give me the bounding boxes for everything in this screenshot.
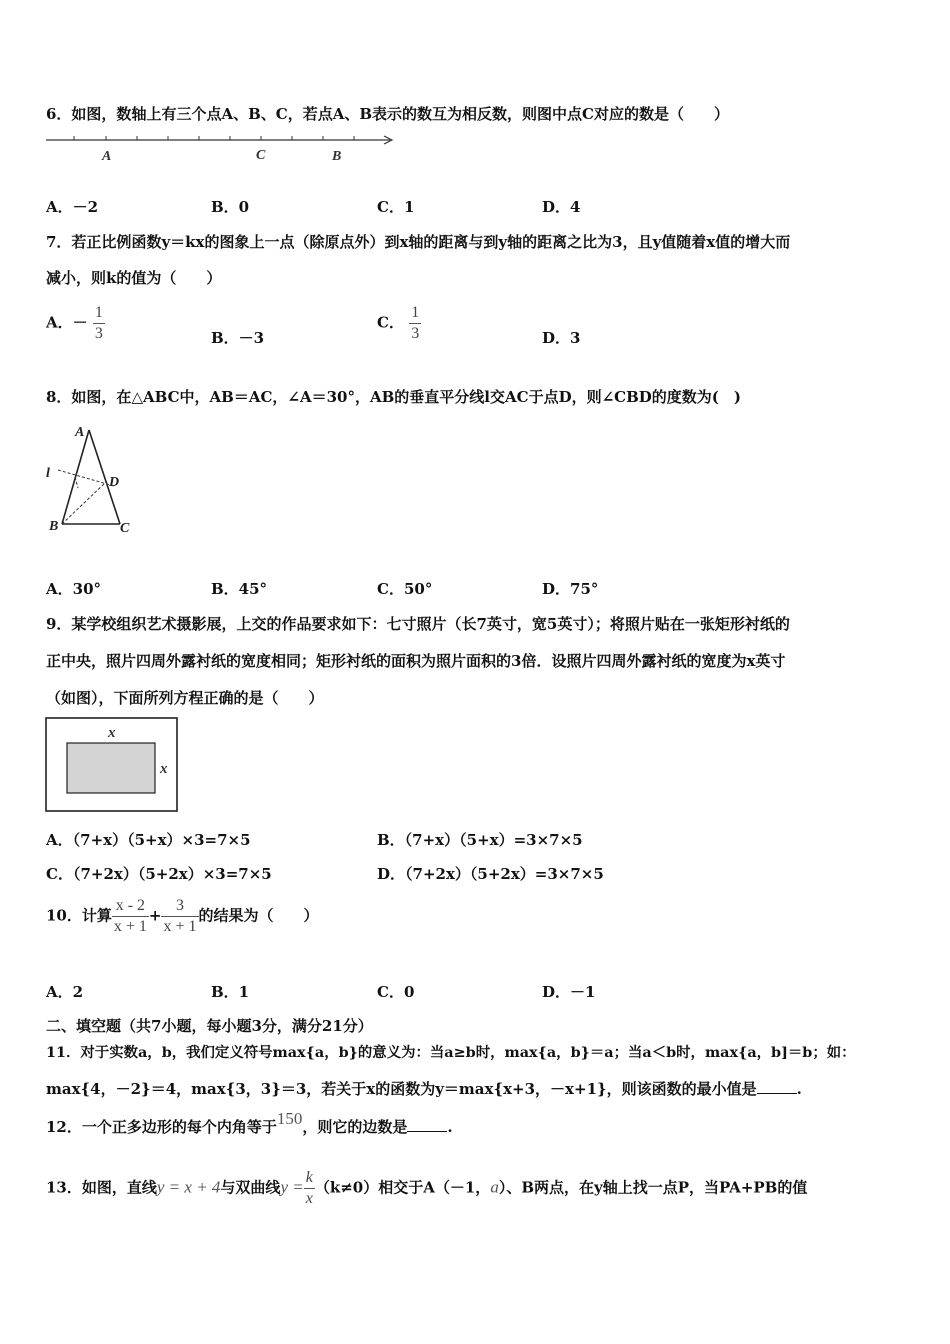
fraction-x-minus-2: $\frac{x - 2}{x + 1}$ (113, 897, 147, 935)
q8-option-b: B．45° (211, 580, 268, 598)
q10-option-d: D．－1 (542, 983, 596, 1001)
q11-line2: max{4，－2}＝4，max{3，3}＝3，若关于x的函数为y＝max{x+3，－x+1}，则该函数的最小值是 . (46, 1080, 802, 1098)
vertex-label-c: C (120, 521, 130, 536)
q8-option-d: D．75° (542, 580, 599, 598)
axis-label-b: B (332, 149, 342, 164)
q10-option-c: C．0 (377, 983, 415, 1001)
axis-label-c: C (256, 148, 266, 163)
q12-text: 12．一个正多边形的每个内角等于150，则它的边数是 . (46, 1109, 453, 1136)
q8-option-a: A．30° (46, 580, 102, 598)
triangle-figure (44, 422, 144, 540)
q8-option-c: C．50° (377, 580, 433, 598)
fraction-one-third: $\frac{1}{3}$ (94, 304, 103, 342)
q9-line2: 正中央，照片四周外露衬纸的宽度相同；矩形衬纸的面积为照片面积的3倍．设照片四周外露衬纸的宽度为x英寸 (46, 652, 786, 670)
section-title: 二、填空题（共7小题，每小题3分，满分21分） (46, 1017, 373, 1035)
q6-option-c: C．1 (377, 198, 415, 216)
fraction-one-third: $\frac{1}{3}$ (411, 304, 420, 342)
width-label-x: x (108, 725, 116, 741)
line-label-l: l (46, 466, 50, 481)
answer-blank (407, 1130, 447, 1132)
line-equation: y = x + 4 (156, 1177, 221, 1197)
q7-option-c: C． $\frac{1}{3}$ (377, 304, 420, 342)
height-label-x: x (160, 761, 168, 777)
q7-line2: 减小，则k的值为（ ） (46, 269, 222, 287)
number-line-figure (44, 130, 404, 164)
angle-value: 150 (276, 1109, 303, 1128)
fraction-k-over-x: $\frac{k}{x}$ (305, 1169, 313, 1207)
q8-text: 8．如图，在△ABC中，AB＝AC，∠A＝30°，AB的垂直平分线l交AC于点D，则∠CBD的度数为( ) (46, 388, 741, 406)
q9-line1: 9．某学校组织艺术摄影展，上交的作品要求如下：七寸照片（长7英寸，宽5英寸）；将照片贴在一张矩形衬纸的 (46, 615, 790, 633)
q9-option-a: A．（7+x）（5+x）×3=7×5 (46, 831, 251, 849)
q10-option-b: B．1 (211, 983, 250, 1001)
point-a-coordinate: a (490, 1177, 499, 1197)
q7-line1: 7．若正比例函数y＝kx的图象上一点（除原点外）到x轴的距离与到y轴的距离之比为3，且y值随着x值的增大而 (46, 233, 791, 251)
axis-label-a: A (102, 149, 112, 164)
q7-option-b: B．－3 (211, 329, 265, 347)
q9-option-d: D．（7+2x）（5+2x）=3×7×5 (377, 865, 604, 883)
q6-option-a: A．－2 (46, 198, 99, 216)
q9-option-c: C．（7+2x）（5+2x）×3=7×5 (46, 865, 272, 883)
q11-line1: 11．对于实数a，b，我们定义符号max{a，b}的意义为：当a≥b时，max{a，b}＝a；当a＜b时，max{a，b]＝b；如： (46, 1044, 856, 1061)
q7-option-a: A．－ $\frac{1}{3}$ (46, 304, 103, 342)
q10-option-a: A．2 (46, 983, 84, 1001)
q7-option-d: D．3 (542, 329, 581, 347)
q6-option-d: D．4 (542, 198, 581, 216)
q10-text: 10．计算 $\frac{x - 2}{x + 1}$ + $\frac{3}{x + 1}$ 的结果为（ ） (46, 897, 319, 935)
vertex-label-a: A (75, 425, 85, 440)
q9-line3: （如图），下面所列方程正确的是（ ） (46, 689, 324, 707)
fraction-3: $\frac{3}{x + 1}$ (163, 897, 197, 935)
point-label-d: D (109, 475, 120, 490)
q9-option-b: B．（7+x）（5+x）=3×7×5 (377, 831, 583, 849)
answer-blank (757, 1092, 797, 1094)
q6-text: 6．如图，数轴上有三个点A、B、C，若点A、B表示的数互为相反数，则图中点C对应的数是（ ） (46, 105, 729, 123)
q13-text: 13．如图，直线y = x + 4与双曲线y = $\frac{k}{x}$ （k≠0）相交于A（－1，a）、B两点，在y轴上找一点P，当PA+PB的值 (46, 1169, 808, 1207)
vertex-label-b: B (49, 519, 59, 534)
q6-option-b: B．0 (211, 198, 250, 216)
photo-mount-figure (45, 717, 180, 813)
